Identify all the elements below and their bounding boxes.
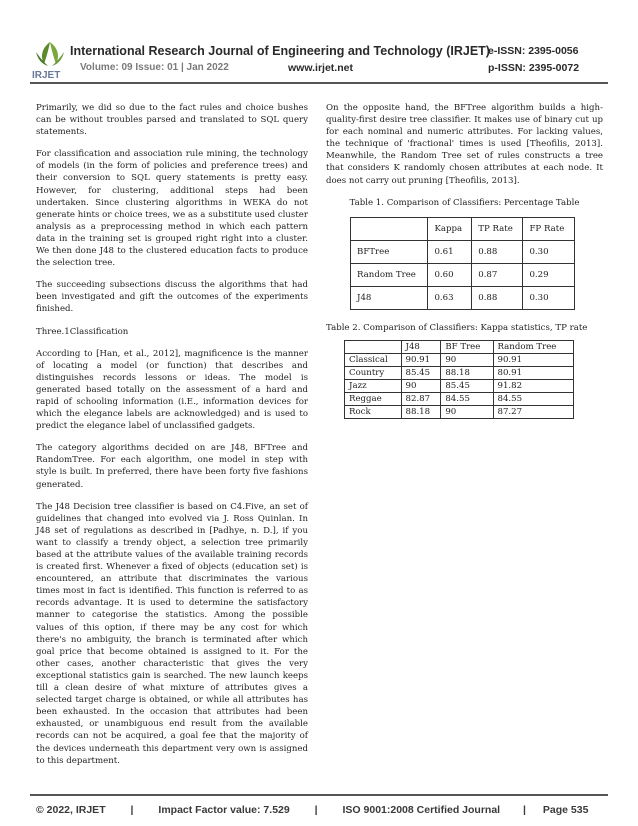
- table-cell: 0.29: [523, 263, 575, 286]
- page-header: [0, 0, 638, 90]
- table-cell: Jazz: [345, 379, 402, 392]
- footer-separator: |: [314, 804, 318, 816]
- table-header-cell: FP Rate: [523, 217, 575, 240]
- irjet-logo-icon: [30, 38, 70, 82]
- table-row: [351, 240, 575, 263]
- table-cell: 90: [441, 353, 493, 366]
- table2: [344, 340, 574, 419]
- section-heading: Three.1Classification: [36, 326, 129, 337]
- table-cell: 80.91: [493, 366, 574, 379]
- paragraph: The succeeding subsections discuss the algorithms that had been investigated and gift the outcomes of the experiments finished.: [36, 280, 308, 315]
- table1: [350, 217, 575, 310]
- table-cell: Reggae: [345, 392, 402, 405]
- eissn: e-ISSN: 2395-0056: [488, 45, 579, 57]
- table-header-cell: J48: [401, 340, 441, 353]
- journal-title: International Research Journal of Engineering and Technology (IRJET): [70, 44, 490, 58]
- volume-issue: Volume: 09 Issue: 01 | Jan 2022: [80, 62, 229, 73]
- table-cell: Classical: [345, 353, 402, 366]
- footer-iso: ISO 9001:2008 Certified Journal: [342, 804, 501, 816]
- table-row: [351, 286, 575, 309]
- table-header-cell: Random Tree: [493, 340, 574, 353]
- table1-caption: Table 1. Comparison of Classifiers: Percentage Table: [349, 197, 580, 208]
- table-cell: 90.91: [493, 353, 574, 366]
- table-header-row: [351, 217, 575, 240]
- table-header-cell: [345, 340, 402, 353]
- table2-caption: Table 2. Comparison of Classifiers: Kappa statistics, TP rate: [326, 322, 588, 333]
- table-cell: BFTree: [351, 240, 428, 263]
- page-number: Page 535: [542, 804, 589, 816]
- table-header-row: [345, 340, 574, 353]
- paragraph: On the opposite hand, the BFTree algorithm builds a high-quality-first desire tree classifier. It makes use of binary cut up for each nominal and numeric attributes. For lacking values, the technique of 'fractional' times is used [Theofilis, 2013]. Meanwhile, the Random Tree set of rules constructs a tree that considers K randomly chosen attributes at each node. It does not carry out pruning [Theofilis, 2013].: [326, 103, 603, 186]
- table-header-cell: [351, 217, 428, 240]
- table-row: [345, 366, 574, 379]
- footer-separator: |: [523, 804, 526, 816]
- table-cell: 88.18: [401, 405, 441, 418]
- paragraph: For classification and association rule mining, the technology of models (in the form of policies and preference trees) and their conversion to SQL query statements is pretty easy. However, for clustering, additional steps had been undertaken. Since clustering algorithms in WEKA do not generate hints or choice trees, we as a substitute used cluster analysis as a preprocessing method in which each pattern data in the training set is grouped right right into a cluster. We then done J48 to the clustered education facts to produce the selection tree.: [36, 149, 308, 269]
- table-cell: 87.27: [493, 405, 574, 418]
- table-cell: 90: [401, 379, 441, 392]
- table-row: [345, 379, 574, 392]
- table-cell: J48: [351, 286, 428, 309]
- table-cell: 91.82: [493, 379, 574, 392]
- paragraph: According to [Han, et al., 2012], magnificence is the manner of locating a model (or function) that describes and distinguishes records lessons or ideas. The model is generated based totally on the assessment of a hard and rapid of schooling information (i.E., information devices for which the elegance labels are acknowledged) and is used to predict the elegance label of unclassified gadgets.: [36, 348, 308, 432]
- table-cell: 90: [441, 405, 493, 418]
- table-cell: Rock: [345, 405, 402, 418]
- footer-divider: [30, 794, 608, 796]
- table-header-cell: TP Rate: [472, 217, 523, 240]
- table-cell: 0.63: [428, 286, 472, 309]
- table-cell: Country: [345, 366, 402, 379]
- table-cell: 82.87: [401, 392, 441, 405]
- header-divider: [30, 82, 608, 84]
- table-cell: 0.30: [523, 286, 575, 309]
- paragraph: The category algorithms decided on are J48, BFTree and RandomTree. For each algorithm, one model in step with style is built. In preferred, there have been forty five fashions generated.: [36, 443, 308, 490]
- table-cell: 88.18: [441, 366, 493, 379]
- footer-impact-factor: Impact Factor value: 7.529: [158, 804, 290, 816]
- table-row: [345, 353, 574, 366]
- table-cell: 85.45: [441, 379, 493, 392]
- table-cell: 0.61: [428, 240, 472, 263]
- website-link[interactable]: www.irjet.net: [288, 62, 353, 74]
- left-column: [36, 102, 308, 777]
- table-header-cell: Kappa: [428, 217, 472, 240]
- table-cell: 0.30: [523, 240, 575, 263]
- table-cell: 90.91: [401, 353, 441, 366]
- table-cell: 0.88: [472, 240, 523, 263]
- table-row: [351, 263, 575, 286]
- page-footer: [36, 804, 602, 816]
- table-row: [345, 405, 574, 418]
- right-column: [326, 102, 603, 419]
- paragraph: Primarily, we did so due to the fact rules and choice bushes can be without troubles parsed and translated to SQL query statements.: [36, 103, 308, 138]
- table-row: [345, 392, 574, 405]
- table-cell: 85.45: [401, 366, 441, 379]
- paragraph: The J48 Decision tree classifier is based on C4.Five, an set of guidelines that changed into evolved via J. Ross Quinlan. In J48 set of regulations as described in [Padhye, n. D.], if you want to classify a trendy object, a selection tree primarily based at the attribute values of the available training records is created first. Whenever a fixed of objects (education set) is encountered, an attribute that discriminates the various times most in fact is identified. This function is referred to as records advantage. It is used to determine the satisfactory manner to categorise the statistics. Among the possible values of this option, if there may be any cost for which there's no ambiguity, the branch is terminated after which goal price that become obtained is assigned to it. For the other cases, another characteristic that gives the very exceptional statistics gain is searched. The new launch keeps till a clean desire of what mixture of attributes gives a selected target charge is obtained, or while all attributes has been exhausted. In the occasion that attributes had been exhausted, or unambiguous end result from the available records can not be acquired, a goal fee that the majority of the devices underneath this department very own is assigned to this department.: [36, 501, 308, 766]
- table-cell: 84.55: [441, 392, 493, 405]
- footer-separator: |: [130, 804, 134, 816]
- table-cell: 0.88: [472, 286, 523, 309]
- footer-copyright: © 2022, IRJET: [36, 804, 106, 816]
- table-cell: 0.87: [472, 263, 523, 286]
- table-cell: Random Tree: [351, 263, 428, 286]
- logo-text: IRJET: [32, 70, 61, 81]
- table-cell: 0.60: [428, 263, 472, 286]
- pissn: p-ISSN: 2395-0072: [488, 62, 580, 74]
- table-cell: 84.55: [493, 392, 574, 405]
- table-header-cell: BF Tree: [441, 340, 493, 353]
